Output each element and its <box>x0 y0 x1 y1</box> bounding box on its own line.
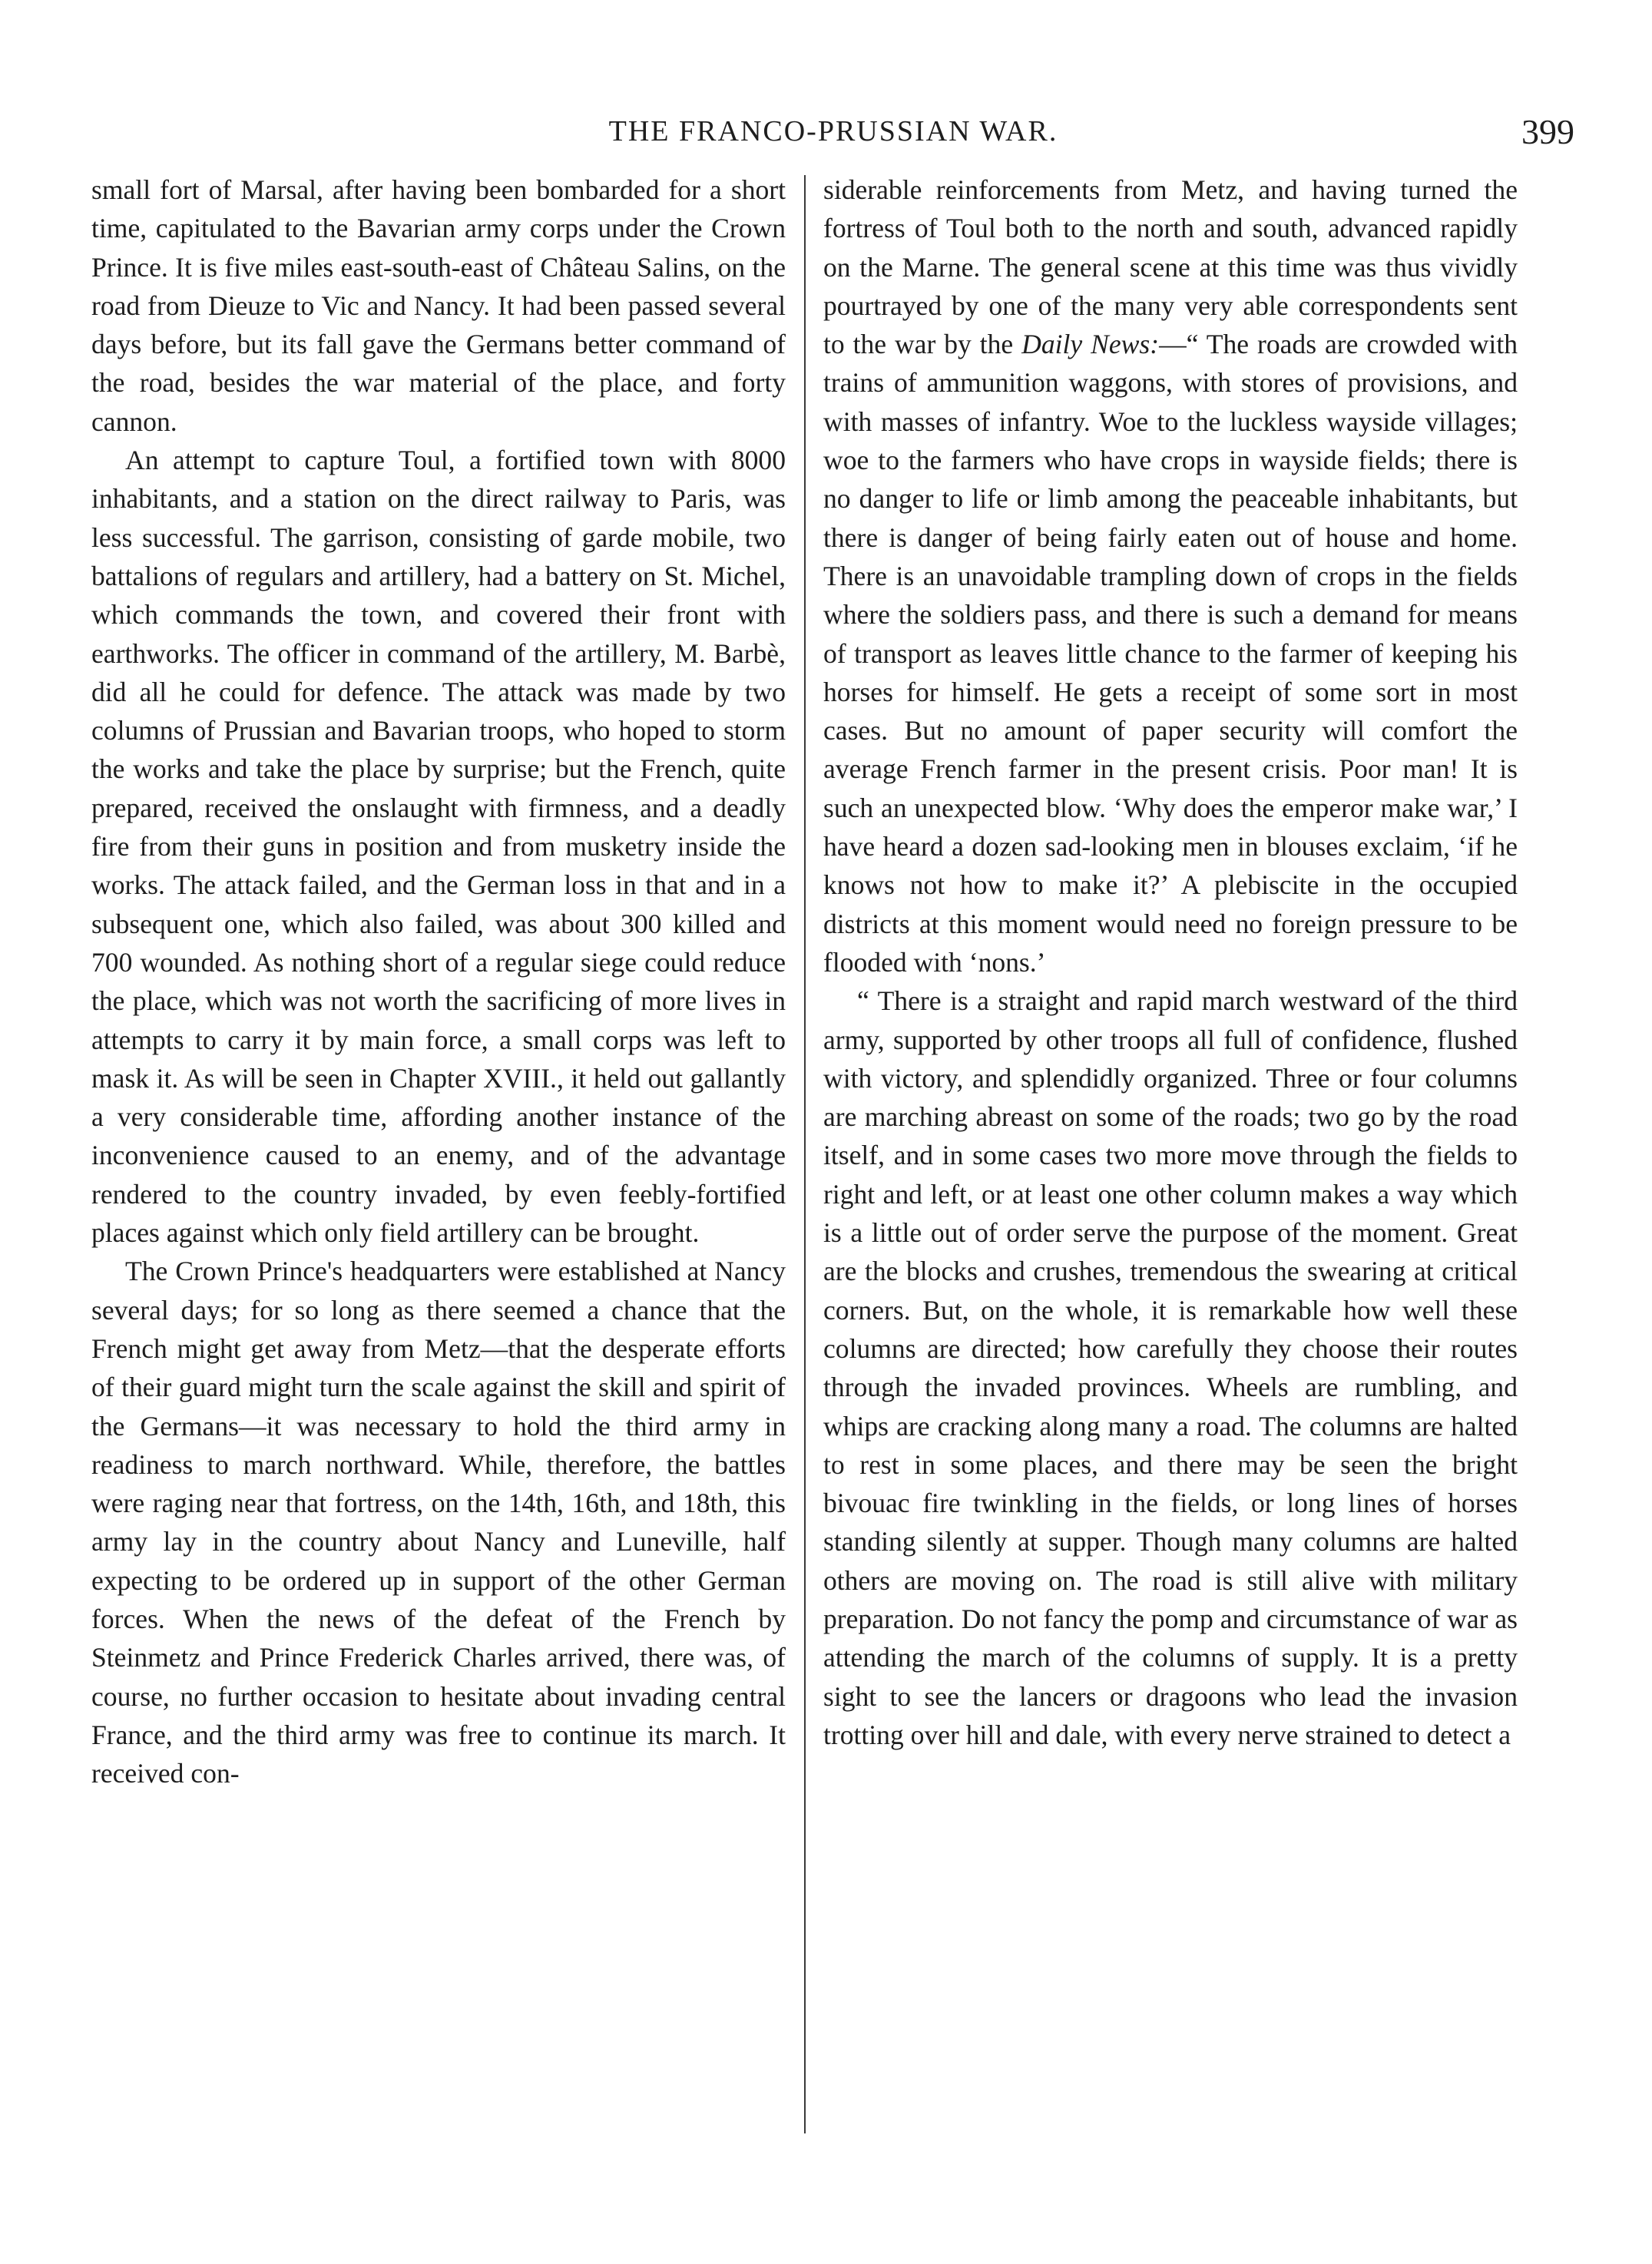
paragraph-text: —“ The roads are crowded with trains of ammunition waggons, with stores of provisions, and with masses of infantry. Woe to the luckless wayside villages; woe to the farmers who have crops in wayside fields; there is no danger to life or limb among the peaceable inhabitants, but there is danger of being fairly eaten out of house and home. There is an unavoidable trampling down of crops in the fields where the soldiers pass, and there is such a demand for means of transport as leaves little chance to the farmer of keeping his horses for himself. He gets a receipt of some sort in most cases. But no amount of paper security will comfort the average French farmer in the present crisis. Poor man! It is such an unexpected blow. ‘Why does the emperor make war,’ I have heard a dozen sad-looking men in blouses exclaim, ‘if he knows not how to make it?’ A plebiscite in the occupied districts at this moment would need no foreign pressure to be flooded with ‘nons.’ <box>823 329 1518 978</box>
running-title: THE FRANCO-PRUSSIAN WAR. <box>608 115 1058 147</box>
column-divider <box>804 175 806 2133</box>
paragraph: small fort of Marsal, after having been bombarded for a short time, capitulated to the Bavarian army corps under the Crown Prince. It is five miles east-south-east of Château Salins, on the road from Dieuze to Vic and Nancy. It had been passed several days before, but its fall gave the Germans better command of the road, besides the war material of the place, and forty cannon. <box>91 174 786 437</box>
newspaper-name: Daily News: <box>1021 329 1160 360</box>
paragraph: The Crown Prince's headquarters were established at Nancy several days; for so long as there seemed a chance that the French might get away from Metz—that the desperate efforts of their guard might turn the scale against the skill and spirit of the Germans—it was necessary to hold the third army in readiness to march northward. While, therefore, the battles were raging near that fortress, on the 14th, 16th, and 18th, this army lay in the country about Nancy and Luneville, half expecting to be ordered up in support of the other German forces. When the news of the defeat of the French by Steinmetz and Prince Frederick Charles arrived, there was, of course, no further occasion to hesitate about invading central France, and the third army was free to continue its march. It received con- <box>91 1256 786 1789</box>
page-number: 399 <box>1521 112 1574 151</box>
left-column <box>91 170 786 2137</box>
paragraph <box>823 170 1518 981</box>
running-header <box>92 111 1574 157</box>
paragraph: “ There is a straight and rapid march westward of the third army, supported by other troops all full of confidence, flushed with victory, and splendidly organized. Three or four columns are marching abreast on some of the roads; two go by the road itself, and in some cases two more move through the fields to right and left, or at least one other column makes a way which is a little out of order serve the purpose of the moment. Great are the blocks and crushes, tremendous the swearing at critical corners. But, on the whole, it is remarkable how well these columns are directed; how carefully they choose their routes through the invaded provinces. Wheels are rumbling, and whips are cracking along many a road. The columns are halted to rest in some places, and there may be seen the bright bivouac fire twinkling in the fields, or long lines of horses standing silently at supper. Though many columns are halted others are moving on. The road is still alive with military preparation. Do not fancy the pomp and circumstance of war as attending the march of the columns of supply. It is a pretty sight to see the lancers or dragoons who lead the invasion trotting over hill and dale, with every nerve strained to detect a <box>823 985 1518 1750</box>
right-column <box>823 170 1518 2137</box>
paragraph: An attempt to capture Toul, a fortified town with 8000 inhabitants, and a station on the direct railway to Paris, was less successful. The garrison, consisting of garde mobile, two battalions of regulars and artillery, had a battery on St. Michel, which commands the town, and covered their front with earthworks. The officer in command of the artillery, M. Barbè, did all he could for defence. The attack was made by two columns of Prussian and Bavarian troops, who hoped to storm the works and take the place by surprise; but the French, quite prepared, received the onslaught with firmness, and a deadly fire from their guns in position and from musketry inside the works. The attack failed, and the German loss in that and in a subsequent one, which also failed, was about 300 killed and 700 wounded. As nothing short of a regular siege could reduce the place, which was not worth the sacrificing of more lives in attempts to carry it by main force, a small corps was left to mask it. As will be seen in Chapter XVIII., it held out gallantly a very considerable time, affording another instance of the inconvenience caused to an enemy, and of the advantage rendered to the country invaded, by even feebly-fortified places against which only field artillery can be brought. <box>91 445 786 1249</box>
paragraph-text: siderable reinforcements from Metz, and having turned the fortress of Toul both to the north and south, advanced rapidly on the Marne. The general scene at this time was thus vividly pourtrayed by one of the many very able correspondents sent to the war by the <box>823 174 1518 360</box>
